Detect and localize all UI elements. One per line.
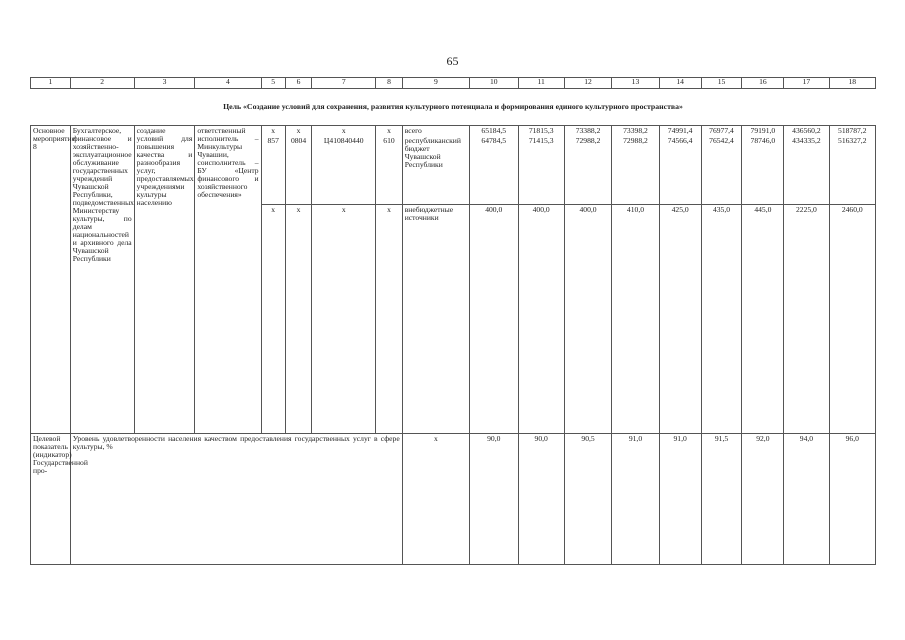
cell-value: 516327,2: [829, 136, 875, 205]
col-num: 12: [564, 78, 611, 89]
cell-value: 400,0: [564, 204, 611, 433]
cell-value: 76542,4: [701, 136, 742, 205]
cell-value: 79191,0: [742, 126, 784, 136]
col-num: 7: [312, 78, 376, 89]
cell-value: 78746,0: [742, 136, 784, 205]
col-num: 1: [31, 78, 71, 89]
cell-source: внебюджетные источники: [402, 204, 469, 433]
cell-expense-group: x: [376, 204, 402, 433]
cell-value: 410,0: [612, 204, 659, 433]
column-number-row: [31, 78, 876, 89]
indicator-type: Целевой показатель (индикатор) Государственной про-: [31, 433, 71, 564]
cell-value: 65184,5: [469, 126, 518, 136]
cell-value: 2225,0: [784, 204, 829, 433]
cell-value: 71415,3: [518, 136, 564, 205]
col-num: 17: [784, 78, 829, 89]
cell-target-article: x: [312, 126, 376, 136]
cell-grbs: x: [261, 126, 285, 136]
cell-value: 72988,2: [612, 136, 659, 205]
cell-value: 71815,3: [518, 126, 564, 136]
col-num: 5: [261, 78, 285, 89]
cell-value: 90,0: [469, 433, 518, 564]
cell-source: x: [402, 433, 469, 564]
cell-section: x: [285, 126, 311, 136]
indicator-name: Уровень удовлетворенности населения качеством предоставления государственных услуг в сфере культуры, %: [70, 433, 402, 564]
cell-section: x: [285, 204, 311, 433]
col-num: 14: [659, 78, 701, 89]
cell-value: 91,0: [659, 433, 701, 564]
cell-value: 74991,4: [659, 126, 701, 136]
cell-value: 425,0: [659, 204, 701, 433]
cell-expense-group: x: [376, 126, 402, 136]
cell-value: 91,5: [701, 433, 742, 564]
cell-value: 436560,2: [784, 126, 829, 136]
cell-value: 76977,4: [701, 126, 742, 136]
cell-value: 64784,5: [469, 136, 518, 205]
col-num: 4: [195, 78, 261, 89]
page-number: 65: [446, 54, 459, 68]
cell-value: 400,0: [518, 204, 564, 433]
col-num: 11: [518, 78, 564, 89]
col-num: 6: [285, 78, 311, 89]
cell-source: республиканский бюджет Чувашской Республики: [402, 136, 469, 205]
cell-value: 91,0: [612, 433, 659, 564]
measure-executor: ответственный исполнитель – Минкультуры Чувашии, соисполнитель – БУ «Центр финансового и хозяйственного обеспечения»: [195, 126, 261, 434]
cell-value: 73388,2: [564, 126, 611, 136]
col-num: 9: [402, 78, 469, 89]
cell-value: 434335,2: [784, 136, 829, 205]
cell-value: 90,5: [564, 433, 611, 564]
measure-purpose: создание условий для повышения качества и разнообразия услуг, предоставляемых учреждениями культуры населению: [134, 126, 195, 434]
col-num: 13: [612, 78, 659, 89]
col-num: 8: [376, 78, 402, 89]
cell-target-article: x: [312, 204, 376, 433]
cell-value: 445,0: [742, 204, 784, 433]
budget-table: [30, 77, 876, 565]
cell-value: 96,0: [829, 433, 875, 564]
cell-value: 90,0: [518, 433, 564, 564]
cell-target-article: Ц410840440: [312, 136, 376, 205]
cell-value: 400,0: [469, 204, 518, 433]
measure-name: Бухгалтерское, финансовое и хозяйственно-эксплуатационное обслуживание государственных учреждений Чувашской Республики, подведомственных Министерству культуры, по делам национальностей и архивного дела Чувашской Республики: [70, 126, 134, 434]
cell-value: 2460,0: [829, 204, 875, 433]
col-num: 10: [469, 78, 518, 89]
goal-row: [31, 89, 876, 126]
measure-type: Основное мероприятие 8: [31, 126, 71, 434]
goal-title: Цель «Создание условий для сохранения, развития культурного потенциала и формирования единого культурного пространства»: [223, 101, 683, 111]
col-num: 15: [701, 78, 742, 89]
cell-value: 518787,2: [829, 126, 875, 136]
col-num: 3: [134, 78, 195, 89]
cell-value: 74566,4: [659, 136, 701, 205]
col-num: 2: [70, 78, 134, 89]
cell-value: 92,0: [742, 433, 784, 564]
col-num: 16: [742, 78, 784, 89]
cell-section: 0804: [285, 136, 311, 205]
cell-value: 72988,2: [564, 136, 611, 205]
cell-value: 94,0: [784, 433, 829, 564]
col-num: 18: [829, 78, 875, 89]
table-row: [31, 126, 876, 136]
cell-expense-group: 610: [376, 136, 402, 205]
cell-grbs: 857: [261, 136, 285, 205]
cell-value: 73398,2: [612, 126, 659, 136]
cell-source: всего: [402, 126, 469, 136]
table-row: [31, 433, 876, 564]
cell-value: 435,0: [701, 204, 742, 433]
cell-grbs: x: [261, 204, 285, 433]
